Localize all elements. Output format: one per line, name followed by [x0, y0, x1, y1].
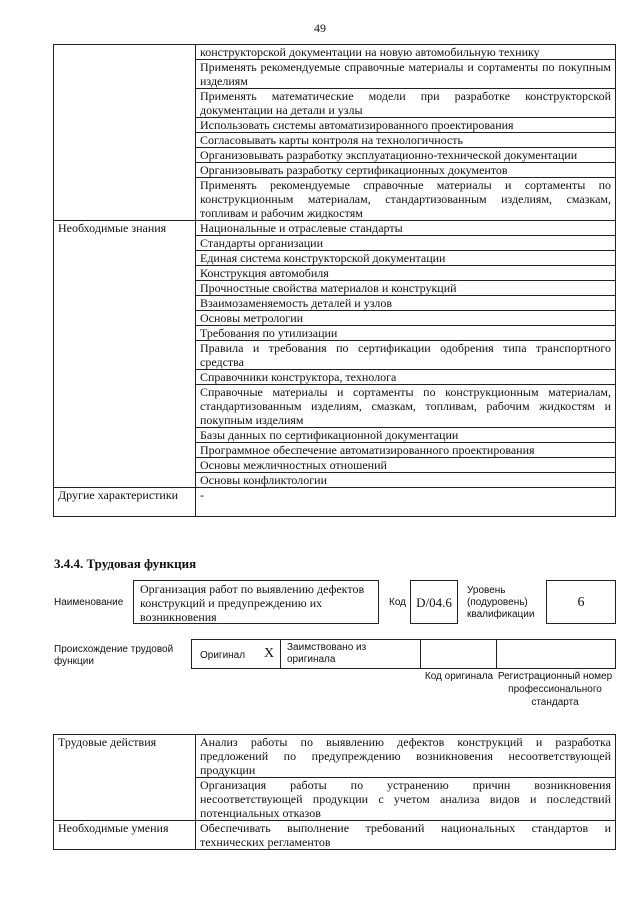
origin-code-box — [420, 639, 497, 669]
registration-number-box — [496, 639, 616, 669]
table-cell: Использовать системы автоматизированного проектирования — [196, 118, 616, 133]
skills-knowledge-table — [53, 44, 616, 517]
table-cell: Организовывать разработку сертификационных документов — [196, 163, 616, 178]
table-cell: Применять рекомендуемые справочные материалы и сортаменты по конструкционным материалам, стандартизованным изделиям, смазкам, топливам и рабочим жидкостям — [196, 178, 616, 221]
name-label: Наименование — [54, 597, 124, 608]
table-cell: Правила и требования по сертификации одобрения типа транспортного средства — [196, 341, 616, 370]
table-cell: Конструкция автомобиля — [196, 266, 616, 281]
table-cell: Требования по утилизации — [196, 326, 616, 341]
table-cell: Единая система конструкторской документации — [196, 251, 616, 266]
code-value-box: D/04.6 — [410, 580, 458, 624]
table-cell: Стандарты организации — [196, 236, 616, 251]
table-cell: Организация работы по устранению причин возникновения несоответствующей продукции с учетом анализа видов и последствий потенциальных отказов — [196, 778, 616, 821]
row-label: Другие характеристики — [54, 488, 196, 517]
table-cell: Основы межличностных отношений — [196, 458, 616, 473]
table-row — [54, 821, 616, 850]
table-cell: Применять математические модели при разработке конструкторской документации на детали и узлы — [196, 89, 616, 118]
table-cell: Программное обеспечение автоматизированного проектирования — [196, 443, 616, 458]
table-cell: Согласовывать карты контроля на технологичность — [196, 133, 616, 148]
table-row — [54, 221, 616, 236]
original-mark: X — [264, 646, 275, 661]
original-label: Оригинал — [200, 650, 246, 661]
table-row — [54, 45, 616, 60]
table-cell: Прочностные свойства материалов и конструкций — [196, 281, 616, 296]
table-cell: Справочные материалы и сортаменты по конструкционным материалам, стандартизованным изделиям, смазкам, топливам, рабочим жидкостям и покупным изделиям — [196, 385, 616, 428]
table-cell: Национальные и отраслевые стандарты — [196, 221, 616, 236]
page-number: 49 — [314, 21, 326, 35]
table-cell: Взаимозаменяемость деталей и узлов — [196, 296, 616, 311]
labor-actions-table — [53, 734, 616, 850]
function-name-box: Организация работ по выявлению дефектов конструкций и предупреждению их возникновения — [133, 580, 379, 624]
table-cell: Справочники конструктора, технолога — [196, 370, 616, 385]
level-label: Уровень (подуровень) квалификации — [467, 585, 535, 620]
row-label: Необходимые знания — [54, 221, 196, 488]
table-cell: Основы конфликтологии — [196, 473, 616, 488]
table-row — [54, 488, 616, 517]
table-cell: Организовывать разработку эксплуатационно-технической документации — [196, 148, 616, 163]
table-cell: Основы метрологии — [196, 311, 616, 326]
level-value-box: 6 — [546, 580, 616, 624]
table-cell: Обеспечивать выполнение требований национальных стандартов и технических регламентов — [196, 821, 616, 850]
registration-number-caption: Регистрационный номер профессионального стандарта — [497, 671, 613, 708]
borrowed-label: Заимствовано из оригинала — [287, 642, 367, 665]
table-cell: конструкторской документации на новую автомобильную технику — [196, 45, 616, 60]
table-cell: Применять рекомендуемые справочные материалы и сортаменты по покупным изделиям — [196, 60, 616, 89]
table-cell: Базы данных по сертификационной документации — [196, 428, 616, 443]
table-cell: Анализ работы по выявлению дефектов конструкций и разработка предложений по предупреждению возникновения несоответствующей продукции — [196, 735, 616, 778]
row-label: Необходимые умения — [54, 821, 196, 850]
origin-code-caption: Код оригинала — [424, 671, 494, 682]
code-label: Код — [389, 597, 407, 608]
origin-label: Происхождение трудовой функции — [54, 644, 174, 667]
table-row — [54, 735, 616, 778]
table-cell: - — [196, 488, 616, 517]
row-label — [54, 45, 196, 221]
borrowed-box — [280, 639, 421, 669]
row-label: Трудовые действия — [54, 735, 196, 821]
section-title: 3.4.4. Трудовая функция — [54, 556, 197, 571]
original-box — [191, 639, 281, 669]
